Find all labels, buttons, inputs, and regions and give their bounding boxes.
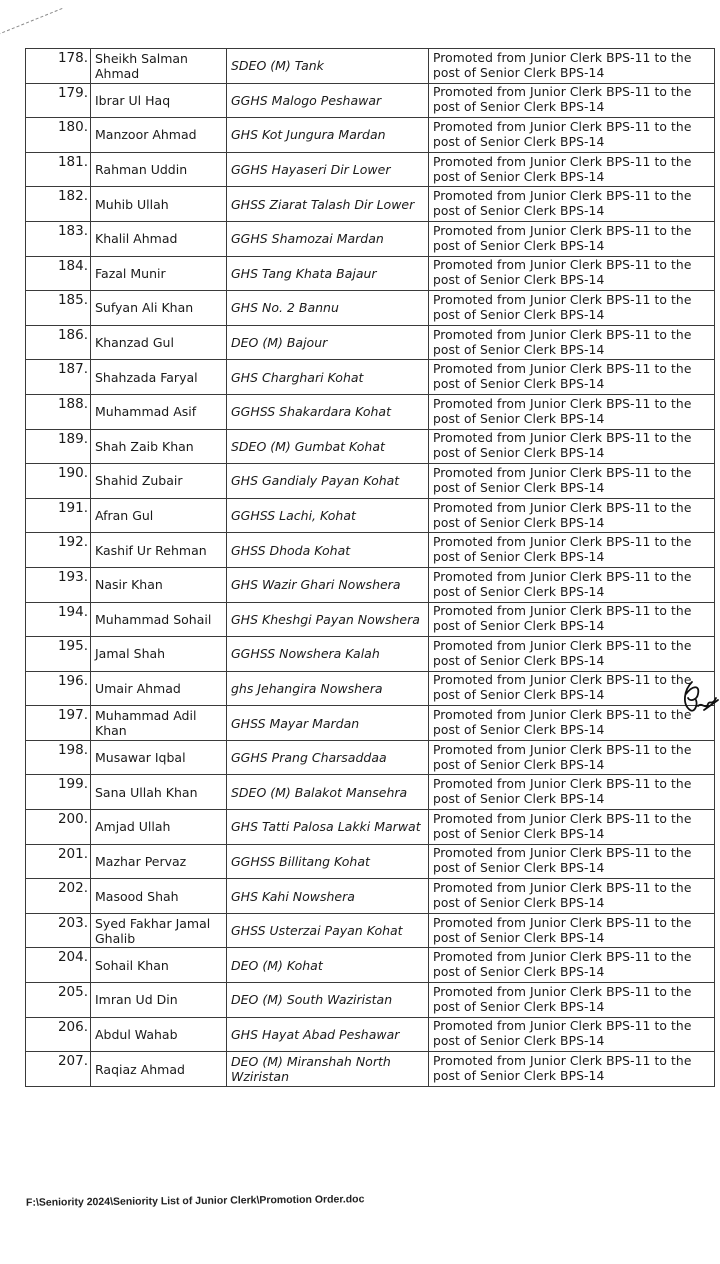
table-row xyxy=(26,498,715,533)
serial-number: 182. xyxy=(26,187,91,222)
table-row xyxy=(26,325,715,360)
employee-name: Muhammad Adil Khan xyxy=(91,706,227,741)
promotion-remarks: Promoted from Junior Clerk BPS-11 to the post of Senior Clerk BPS-14 xyxy=(429,152,715,187)
employee-name: Manzoor Ahmad xyxy=(91,118,227,153)
promotion-remarks: Promoted from Junior Clerk BPS-11 to the post of Senior Clerk BPS-14 xyxy=(429,983,715,1018)
table-row xyxy=(26,567,715,602)
promotion-remarks: Promoted from Junior Clerk BPS-11 to the post of Senior Clerk BPS-14 xyxy=(429,567,715,602)
employee-name: Fazal Munir xyxy=(91,256,227,291)
file-path-footer: F:\Seniority 2024\Seniority List of Junior Clerk\Promotion Order.doc xyxy=(25,1193,365,1209)
promotion-remarks: Promoted from Junior Clerk BPS-11 to the post of Senior Clerk BPS-14 xyxy=(429,83,715,118)
promotion-remarks: Promoted from Junior Clerk BPS-11 to the post of Senior Clerk BPS-14 xyxy=(429,602,715,637)
employee-name: Khalil Ahmad xyxy=(91,221,227,256)
promotion-remarks: Promoted from Junior Clerk BPS-11 to the post of Senior Clerk BPS-14 xyxy=(429,498,715,533)
posting-station: GHSS Ziarat Talash Dir Lower xyxy=(227,187,429,222)
table-row xyxy=(26,706,715,741)
table-row xyxy=(26,948,715,983)
promotion-remarks: Promoted from Junior Clerk BPS-11 to the post of Senior Clerk BPS-14 xyxy=(429,429,715,464)
employee-name: Sheikh Salman Ahmad xyxy=(91,49,227,84)
promotion-remarks: Promoted from Junior Clerk BPS-11 to the post of Senior Clerk BPS-14 xyxy=(429,187,715,222)
serial-number: 204. xyxy=(26,948,91,983)
promotion-remarks: Promoted from Junior Clerk BPS-11 to the post of Senior Clerk BPS-14 xyxy=(429,256,715,291)
serial-number: 206. xyxy=(26,1017,91,1052)
posting-station: GGHSS Nowshera Kalah xyxy=(227,637,429,672)
employee-name: Jamal Shah xyxy=(91,637,227,672)
promotion-remarks: Promoted from Junior Clerk BPS-11 to the post of Senior Clerk BPS-14 xyxy=(429,291,715,326)
employee-name: Syed Fakhar Jamal Ghalib xyxy=(91,913,227,948)
posting-station: GHS Tatti Palosa Lakki Marwat xyxy=(227,810,429,845)
posting-station: GGHS Hayaseri Dir Lower xyxy=(227,152,429,187)
serial-number: 207. xyxy=(26,1052,91,1087)
promotion-remarks: Promoted from Junior Clerk BPS-11 to the post of Senior Clerk BPS-14 xyxy=(429,221,715,256)
employee-name: Sana Ullah Khan xyxy=(91,775,227,810)
serial-number: 197. xyxy=(26,706,91,741)
posting-station: GHSS Mayar Mardan xyxy=(227,706,429,741)
serial-number: 201. xyxy=(26,844,91,879)
employee-name: Sohail Khan xyxy=(91,948,227,983)
promotion-list-table xyxy=(25,48,715,1087)
employee-name: Muhib Ullah xyxy=(91,187,227,222)
employee-name: Sufyan Ali Khan xyxy=(91,291,227,326)
promotion-remarks: Promoted from Junior Clerk BPS-11 to the post of Senior Clerk BPS-14 xyxy=(429,948,715,983)
serial-number: 185. xyxy=(26,291,91,326)
promotion-remarks: Promoted from Junior Clerk BPS-11 to the post of Senior Clerk BPS-14 xyxy=(429,1052,715,1087)
posting-station: DEO (M) South Waziristan xyxy=(227,983,429,1018)
employee-name: Ibrar Ul Haq xyxy=(91,83,227,118)
employee-name: Mazhar Pervaz xyxy=(91,844,227,879)
employee-name: Shah Zaib Khan xyxy=(91,429,227,464)
posting-station: GGHS Prang Charsaddaa xyxy=(227,740,429,775)
employee-name: Musawar Iqbal xyxy=(91,740,227,775)
serial-number: 198. xyxy=(26,740,91,775)
posting-station: GHS Kot Jungura Mardan xyxy=(227,118,429,153)
table-row xyxy=(26,740,715,775)
table-row xyxy=(26,637,715,672)
serial-number: 180. xyxy=(26,118,91,153)
serial-number: 183. xyxy=(26,221,91,256)
table-row xyxy=(26,83,715,118)
table-row xyxy=(26,1017,715,1052)
employee-name: Kashif Ur Rehman xyxy=(91,533,227,568)
promotion-remarks: Promoted from Junior Clerk BPS-11 to the post of Senior Clerk BPS-14 xyxy=(429,879,715,914)
posting-station: GHS Hayat Abad Peshawar xyxy=(227,1017,429,1052)
table-row xyxy=(26,844,715,879)
posting-station: GHS No. 2 Bannu xyxy=(227,291,429,326)
promotion-remarks: Promoted from Junior Clerk BPS-11 to the post of Senior Clerk BPS-14 xyxy=(429,671,715,706)
promotion-remarks: Promoted from Junior Clerk BPS-11 to the post of Senior Clerk BPS-14 xyxy=(429,1017,715,1052)
table-row xyxy=(26,464,715,499)
promotion-remarks: Promoted from Junior Clerk BPS-11 to the post of Senior Clerk BPS-14 xyxy=(429,706,715,741)
posting-station: GGHSS Shakardara Kohat xyxy=(227,394,429,429)
serial-number: 181. xyxy=(26,152,91,187)
serial-number: 184. xyxy=(26,256,91,291)
table-row xyxy=(26,810,715,845)
posting-station: GHS Tang Khata Bajaur xyxy=(227,256,429,291)
employee-name: Shahzada Faryal xyxy=(91,360,227,395)
promotion-remarks: Promoted from Junior Clerk BPS-11 to the post of Senior Clerk BPS-14 xyxy=(429,360,715,395)
posting-station: GGHSS Billitang Kohat xyxy=(227,844,429,879)
table-row xyxy=(26,879,715,914)
table-row xyxy=(26,291,715,326)
employee-name: Amjad Ullah xyxy=(91,810,227,845)
employee-name: Imran Ud Din xyxy=(91,983,227,1018)
employee-name: Rahman Uddin xyxy=(91,152,227,187)
posting-station: ghs Jehangira Nowshera xyxy=(227,671,429,706)
employee-name: Shahid Zubair xyxy=(91,464,227,499)
table-row xyxy=(26,602,715,637)
posting-station: GGHSS Lachi, Kohat xyxy=(227,498,429,533)
serial-number: 195. xyxy=(26,637,91,672)
promotion-remarks: Promoted from Junior Clerk BPS-11 to the post of Senior Clerk BPS-14 xyxy=(429,325,715,360)
table-row xyxy=(26,394,715,429)
employee-name: Raqiaz Ahmad xyxy=(91,1052,227,1087)
punch-mark-dashes xyxy=(0,8,62,37)
serial-number: 196. xyxy=(26,671,91,706)
serial-number: 191. xyxy=(26,498,91,533)
serial-number: 203. xyxy=(26,913,91,948)
posting-station: DEO (M) Kohat xyxy=(227,948,429,983)
posting-station: GHSS Usterzai Payan Kohat xyxy=(227,913,429,948)
table-row xyxy=(26,187,715,222)
table-row xyxy=(26,49,715,84)
posting-station: DEO (M) Bajour xyxy=(227,325,429,360)
serial-number: 190. xyxy=(26,464,91,499)
employee-name: Khanzad Gul xyxy=(91,325,227,360)
serial-number: 186. xyxy=(26,325,91,360)
posting-station: GGHS Shamozai Mardan xyxy=(227,221,429,256)
promotion-remarks: Promoted from Junior Clerk BPS-11 to the post of Senior Clerk BPS-14 xyxy=(429,740,715,775)
table-row xyxy=(26,118,715,153)
posting-station: DEO (M) Miranshah North Wziristan xyxy=(227,1052,429,1087)
posting-station: GHS Kheshgi Payan Nowshera xyxy=(227,602,429,637)
serial-number: 179. xyxy=(26,83,91,118)
handwritten-initials-icon xyxy=(678,676,720,720)
serial-number: 202. xyxy=(26,879,91,914)
table-row xyxy=(26,256,715,291)
employee-name: Muhammad Sohail xyxy=(91,602,227,637)
posting-station: SDEO (M) Gumbat Kohat xyxy=(227,429,429,464)
serial-number: 187. xyxy=(26,360,91,395)
table-row xyxy=(26,1052,715,1087)
table-row xyxy=(26,533,715,568)
promotion-remarks: Promoted from Junior Clerk BPS-11 to the post of Senior Clerk BPS-14 xyxy=(429,844,715,879)
serial-number: 200. xyxy=(26,810,91,845)
posting-station: GGHS Malogo Peshawar xyxy=(227,83,429,118)
serial-number: 205. xyxy=(26,983,91,1018)
posting-station: GHS Wazir Ghari Nowshera xyxy=(227,567,429,602)
employee-name: Masood Shah xyxy=(91,879,227,914)
serial-number: 189. xyxy=(26,429,91,464)
promotion-remarks: Promoted from Junior Clerk BPS-11 to the post of Senior Clerk BPS-14 xyxy=(429,913,715,948)
promotion-remarks: Promoted from Junior Clerk BPS-11 to the post of Senior Clerk BPS-14 xyxy=(429,533,715,568)
posting-station: GHS Gandialy Payan Kohat xyxy=(227,464,429,499)
posting-station: GHSS Dhoda Kohat xyxy=(227,533,429,568)
serial-number: 178. xyxy=(26,49,91,84)
employee-name: Muhammad Asif xyxy=(91,394,227,429)
employee-name: Afran Gul xyxy=(91,498,227,533)
promotion-remarks: Promoted from Junior Clerk BPS-11 to the post of Senior Clerk BPS-14 xyxy=(429,775,715,810)
table-row xyxy=(26,913,715,948)
table-row xyxy=(26,671,715,706)
posting-station: SDEO (M) Balakot Mansehra xyxy=(227,775,429,810)
table-row xyxy=(26,360,715,395)
table-row xyxy=(26,775,715,810)
promotion-remarks: Promoted from Junior Clerk BPS-11 to the post of Senior Clerk BPS-14 xyxy=(429,394,715,429)
promotion-remarks: Promoted from Junior Clerk BPS-11 to the post of Senior Clerk BPS-14 xyxy=(429,464,715,499)
serial-number: 193. xyxy=(26,567,91,602)
posting-station: SDEO (M) Tank xyxy=(227,49,429,84)
employee-name: Umair Ahmad xyxy=(91,671,227,706)
promotion-remarks: Promoted from Junior Clerk BPS-11 to the post of Senior Clerk BPS-14 xyxy=(429,637,715,672)
employee-name: Abdul Wahab xyxy=(91,1017,227,1052)
posting-station: GHS Kahi Nowshera xyxy=(227,879,429,914)
promotion-remarks: Promoted from Junior Clerk BPS-11 to the post of Senior Clerk BPS-14 xyxy=(429,49,715,84)
serial-number: 194. xyxy=(26,602,91,637)
promotion-remarks: Promoted from Junior Clerk BPS-11 to the post of Senior Clerk BPS-14 xyxy=(429,118,715,153)
posting-station: GHS Charghari Kohat xyxy=(227,360,429,395)
table-row xyxy=(26,429,715,464)
table-row xyxy=(26,983,715,1018)
promotion-remarks: Promoted from Junior Clerk BPS-11 to the post of Senior Clerk BPS-14 xyxy=(429,810,715,845)
table-row xyxy=(26,221,715,256)
table-row xyxy=(26,152,715,187)
serial-number: 199. xyxy=(26,775,91,810)
serial-number: 188. xyxy=(26,394,91,429)
serial-number: 192. xyxy=(26,533,91,568)
employee-name: Nasir Khan xyxy=(91,567,227,602)
